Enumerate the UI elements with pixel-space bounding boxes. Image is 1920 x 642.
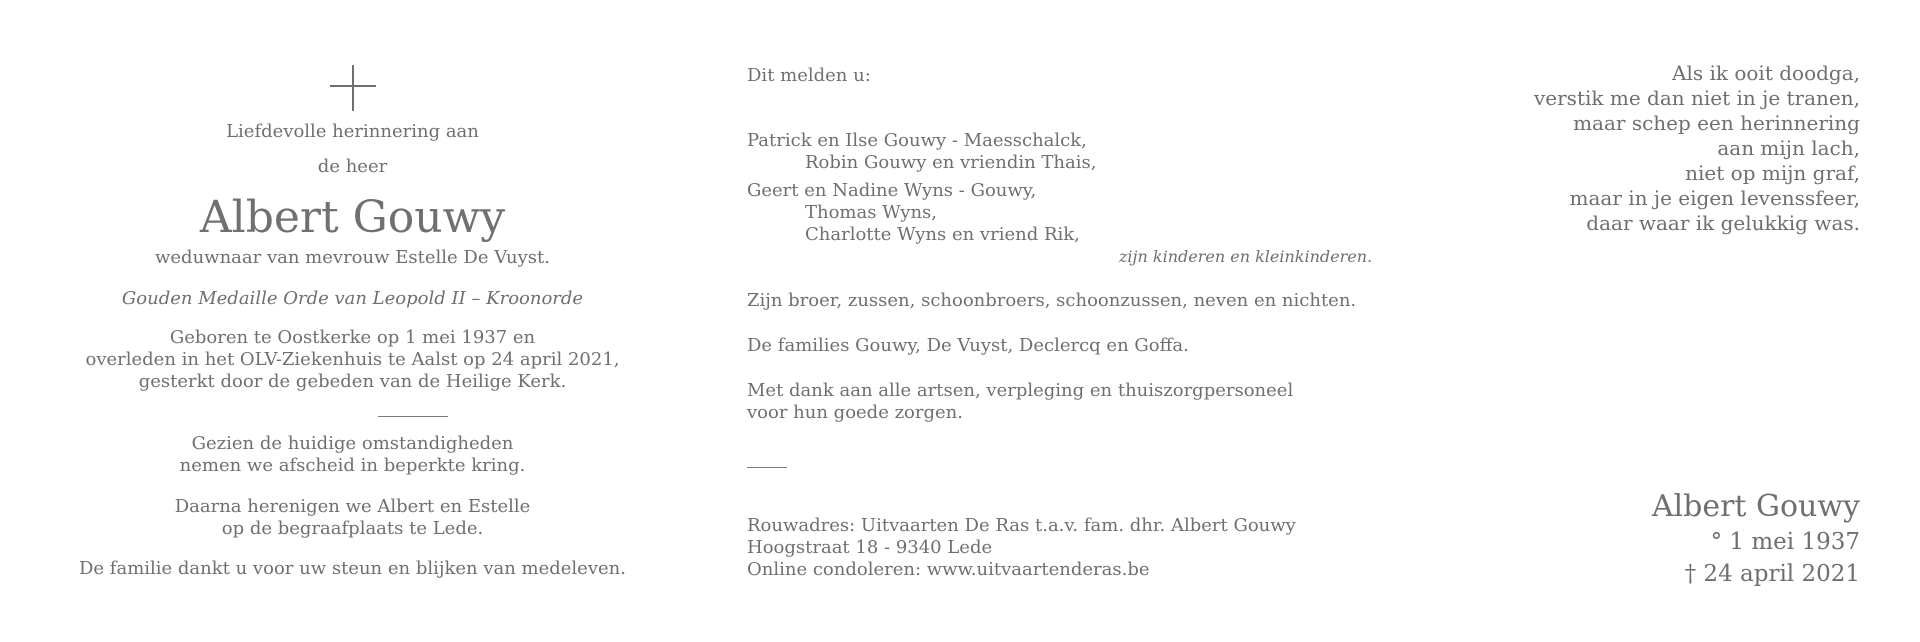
address-line: Hoogstraat 18 - 9340 Lede — [747, 537, 993, 558]
thanks-line: De familie dankt u voor uw steun en blijken van medeleven. — [79, 558, 626, 579]
poem-line: verstik me dan niet in je tranen, — [1533, 86, 1860, 110]
address-line: Rouwadres: Uitvaarten De Ras t.a.v. fam. dhr. Albert Gouwy — [747, 515, 1296, 536]
poem-line: aan mijn lach, — [1717, 136, 1860, 160]
salutation: de heer — [317, 156, 388, 177]
gratitude-line: Met dank aan alle artsen, verpleging en thuiszorgpersoneel — [747, 380, 1294, 401]
family-line: Robin Gouwy en vriendin Thais, — [805, 152, 1097, 173]
family-line: Thomas Wyns, — [805, 202, 938, 223]
family-line: Charlotte Wyns en vriend Rik, — [805, 224, 1080, 245]
poem-line: maar in je eigen levenssfeer, — [1569, 186, 1860, 210]
reunite-line: Daarna herenigen we Albert en Estelle — [174, 496, 531, 517]
gratitude-line: voor hun goede zorgen. — [747, 402, 963, 423]
announce-line: Dit melden u: — [747, 65, 871, 86]
deceased-name: Albert Gouwy — [199, 192, 506, 243]
closing-name: Albert Gouwy — [1651, 489, 1860, 524]
relatives-line: Zijn broer, zussen, schoonbroers, schoonzussen, neven en nichten. — [747, 290, 1357, 311]
widower-line: weduwnaar van mevrouw Estelle De Vuyst. — [155, 247, 550, 268]
farewell-line: nemen we afscheid in beperkte kring. — [179, 455, 526, 476]
condolence-line: Online condoleren: www.uitvaartenderas.be — [747, 559, 1150, 580]
family-line: Geert en Nadine Wyns - Gouwy, — [747, 180, 1037, 201]
family-line: Patrick en Ilse Gouwy - Maesschalck, — [747, 130, 1087, 151]
family-caption: zijn kinderen en kleinkinderen. — [1119, 247, 1373, 266]
farewell-line: Gezien de huidige omstandigheden — [191, 433, 514, 454]
death-date: † 24 april 2021 — [1684, 561, 1860, 587]
reunite-line: op de begraafplaats te Lede. — [221, 518, 484, 539]
honor-line: Gouden Medaille Orde van Leopold II – Kroonorde — [121, 288, 584, 309]
poem-line: niet op mijn graf, — [1685, 161, 1860, 185]
poem-line: maar schep een herinnering — [1573, 111, 1860, 135]
divider — [378, 416, 448, 417]
birth-date: ° 1 mei 1937 — [1710, 529, 1860, 555]
poem-line: Als ik ooit doodga, — [1672, 61, 1860, 85]
life-line: Geboren te Oostkerke op 1 mei 1937 en — [169, 327, 536, 348]
poem-line: daar waar ik gelukkig was. — [1586, 211, 1860, 235]
memorial-intro: Liefdevolle herinnering aan — [226, 121, 479, 142]
cross-icon — [330, 65, 376, 111]
life-line: overleden in het OLV-Ziekenhuis te Aalst op 24 april 2021, — [85, 349, 620, 370]
life-line: gesterkt door de gebeden van de Heilige Kerk. — [138, 371, 567, 392]
families-line: De families Gouwy, De Vuyst, Declercq en Goffa. — [747, 335, 1189, 356]
divider — [747, 467, 787, 468]
